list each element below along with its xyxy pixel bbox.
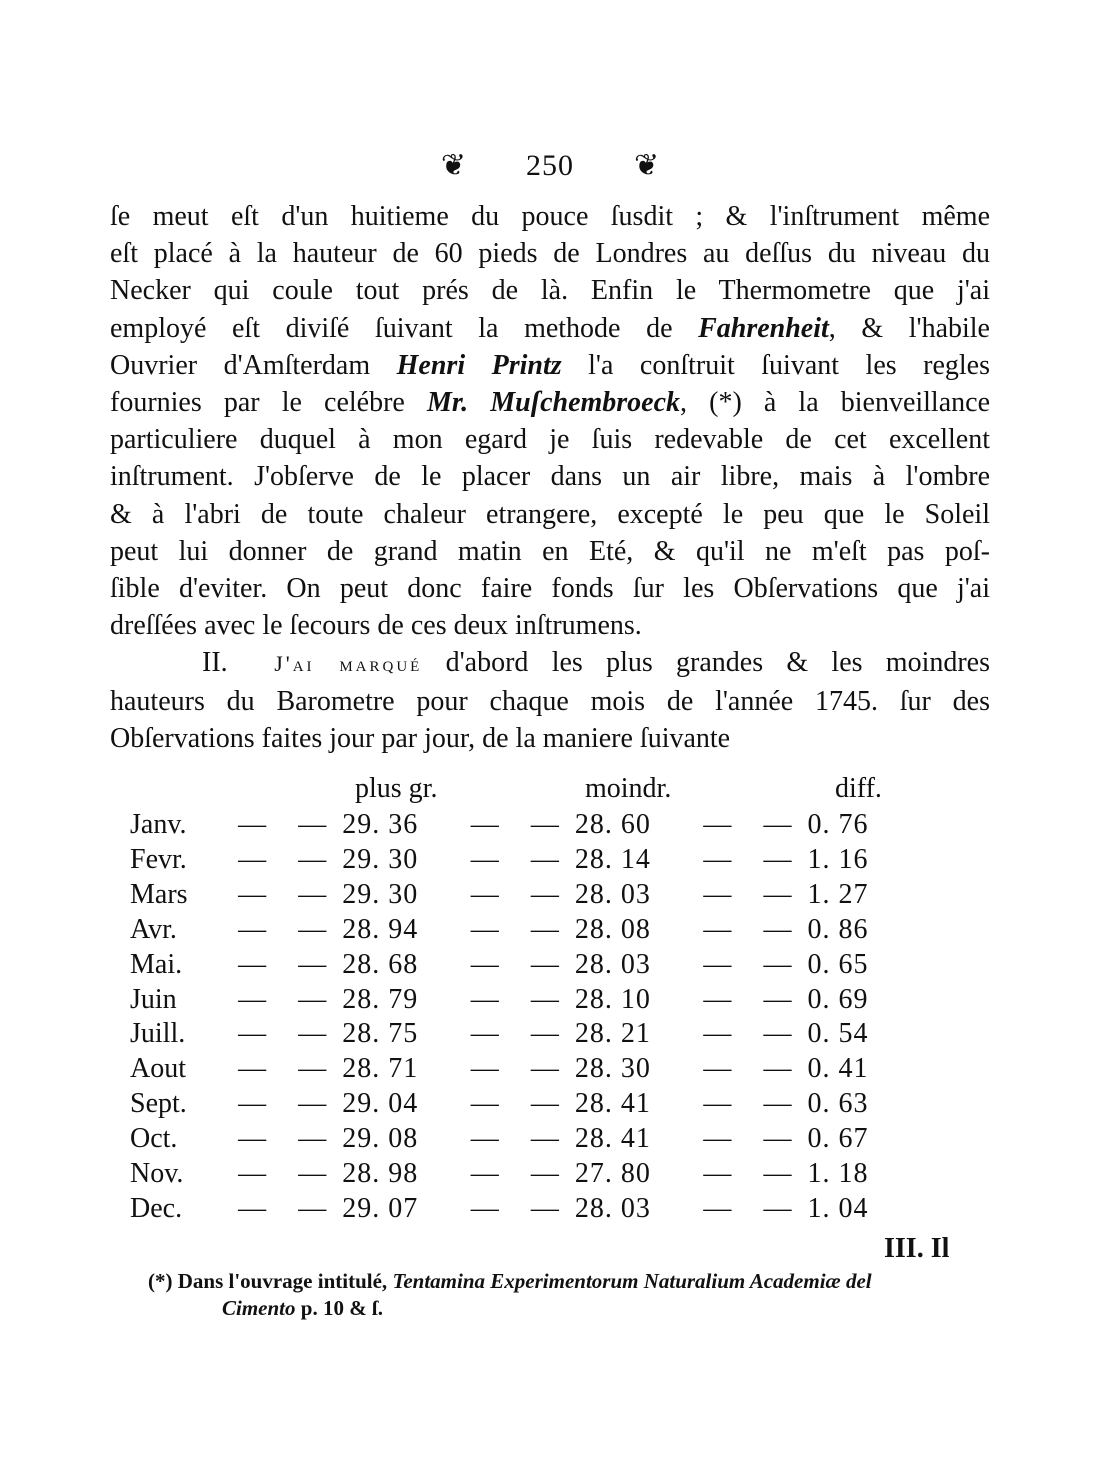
book-title: Tentamina Experimentorum Naturalium Academiæ del bbox=[392, 1269, 872, 1293]
dash: — bbox=[703, 1192, 732, 1224]
dash: — bbox=[703, 913, 732, 945]
footnote-continuation bbox=[148, 1295, 978, 1322]
book-title-end: Cimento bbox=[222, 1296, 296, 1320]
text-line bbox=[110, 347, 990, 384]
dash: — bbox=[298, 1158, 327, 1190]
diff-cell: 0. 76 bbox=[807, 809, 869, 840]
dash: — bbox=[298, 843, 327, 875]
dash: — bbox=[530, 983, 559, 1015]
text-run: Dans l'ouvrage intitulé, bbox=[172, 1269, 393, 1293]
dash: — bbox=[763, 983, 792, 1015]
dash: — bbox=[703, 948, 732, 980]
dash: — bbox=[703, 1088, 732, 1120]
min-cell: 28. 10 bbox=[574, 983, 651, 1015]
dash: — bbox=[238, 1018, 267, 1050]
diff-cell: 0. 63 bbox=[807, 1088, 869, 1120]
table-row bbox=[130, 948, 920, 983]
dash: — bbox=[470, 843, 499, 875]
section-number: II. bbox=[202, 647, 228, 679]
header-min: moindr. bbox=[585, 773, 672, 804]
dash: — bbox=[703, 1158, 732, 1190]
max-cell: 29. 36 bbox=[342, 809, 419, 840]
text-line: Obſervations faites jour par jour, de la maniere ſuivante bbox=[110, 722, 731, 754]
max-cell: 29. 04 bbox=[342, 1088, 419, 1120]
diff-cell: 0. 65 bbox=[807, 948, 869, 980]
min-cell: 28. 03 bbox=[574, 1192, 651, 1224]
min-cell: 28. 30 bbox=[574, 1053, 651, 1085]
min-cell: 28. 08 bbox=[574, 913, 651, 945]
dash: — bbox=[703, 1053, 732, 1085]
month-cell: Juin bbox=[130, 983, 177, 1015]
dash: — bbox=[703, 878, 732, 910]
dash: — bbox=[703, 983, 732, 1015]
max-cell: 28. 98 bbox=[342, 1158, 419, 1190]
dash: — bbox=[470, 983, 499, 1015]
dash: — bbox=[763, 1158, 792, 1190]
smallcaps-lead: J'ai marqué bbox=[274, 651, 423, 677]
paragraph-2 bbox=[110, 644, 990, 757]
text-line: Necker qui coule tout prés de là. Enfin le Thermometre que j'ai bbox=[110, 275, 990, 307]
table-row bbox=[130, 1122, 920, 1157]
dash: — bbox=[530, 809, 559, 840]
dash: — bbox=[470, 1088, 499, 1120]
dash: — bbox=[298, 809, 327, 840]
month-cell: Juill. bbox=[130, 1018, 186, 1050]
table-row bbox=[130, 1157, 920, 1192]
dash: — bbox=[530, 948, 559, 980]
dash: — bbox=[238, 1158, 267, 1190]
max-cell: 29. 30 bbox=[342, 843, 419, 875]
ornament-right-icon: ❦ bbox=[634, 149, 660, 182]
dash: — bbox=[298, 1123, 327, 1155]
dash: — bbox=[763, 948, 792, 980]
max-cell: 28. 79 bbox=[342, 983, 419, 1015]
max-cell: 29. 07 bbox=[342, 1192, 419, 1224]
dash: — bbox=[763, 1018, 792, 1050]
dash: — bbox=[298, 878, 327, 910]
text-line: & à l'abri de toute chaleur etrangere, excepté le peu que le Soleil bbox=[110, 498, 990, 530]
dash: — bbox=[763, 809, 792, 840]
table-row bbox=[130, 843, 920, 878]
dash: — bbox=[298, 1088, 327, 1120]
max-cell: 29. 08 bbox=[342, 1123, 419, 1155]
table-row bbox=[130, 1192, 920, 1227]
name-printz: Henri Printz bbox=[396, 349, 562, 381]
table-header bbox=[130, 772, 920, 808]
dash: — bbox=[470, 878, 499, 910]
diff-cell: 1. 27 bbox=[807, 878, 869, 910]
diff-cell: 0. 54 bbox=[807, 1018, 869, 1050]
min-cell: 28. 41 bbox=[574, 1088, 651, 1120]
month-cell: Mars bbox=[130, 878, 188, 910]
dash: — bbox=[530, 1053, 559, 1085]
dash: — bbox=[763, 1192, 792, 1224]
dash: — bbox=[238, 983, 267, 1015]
dash: — bbox=[763, 913, 792, 945]
dash: — bbox=[238, 948, 267, 980]
paragraph-1 bbox=[110, 198, 990, 644]
diff-cell: 1. 16 bbox=[807, 843, 869, 875]
min-cell: 28. 60 bbox=[574, 809, 651, 840]
dash: — bbox=[238, 878, 267, 910]
table-row bbox=[130, 983, 920, 1018]
dash: — bbox=[530, 1018, 559, 1050]
text-line: hauteurs du Barometre pour chaque mois de l'année 1745. ſur des bbox=[110, 685, 990, 717]
name-muschembroeck: Mr. Muſchembroeck bbox=[426, 387, 681, 419]
text-line: particuliere duquel à mon egard je ſuis redevable de cet excellent bbox=[110, 424, 990, 456]
diff-cell: 0. 67 bbox=[807, 1123, 869, 1155]
diff-cell: 0. 69 bbox=[807, 983, 869, 1015]
dash: — bbox=[703, 1018, 732, 1050]
dash: — bbox=[470, 1192, 499, 1224]
month-cell: Oct. bbox=[130, 1123, 178, 1155]
dash: — bbox=[238, 1192, 267, 1224]
max-cell: 29. 30 bbox=[342, 878, 419, 910]
min-cell: 28. 03 bbox=[574, 948, 651, 980]
dash: — bbox=[470, 1158, 499, 1190]
main-text bbox=[110, 198, 990, 757]
diff-cell: 0. 86 bbox=[807, 913, 869, 945]
dash: — bbox=[530, 878, 559, 910]
table-row bbox=[130, 878, 920, 913]
text-run: , & l'habile bbox=[828, 312, 990, 344]
dash: — bbox=[298, 948, 327, 980]
name-fahrenheit: Fahrenheit bbox=[698, 312, 829, 344]
dash: — bbox=[763, 1088, 792, 1120]
dash: — bbox=[238, 1123, 267, 1155]
month-cell: Fevr. bbox=[130, 843, 187, 875]
month-cell: Janv. bbox=[130, 809, 187, 840]
header-diff: diff. bbox=[835, 773, 882, 804]
dash: — bbox=[530, 1088, 559, 1120]
dash: — bbox=[238, 809, 267, 840]
dash: — bbox=[470, 1123, 499, 1155]
month-cell: Aout bbox=[130, 1053, 186, 1085]
text-line: eſt placé à la hauteur de 60 pieds de Londres au deſſus du niveau du bbox=[110, 238, 990, 270]
month-cell: Avr. bbox=[130, 913, 177, 945]
table-row bbox=[130, 1017, 920, 1052]
dash: — bbox=[470, 913, 499, 945]
dash: — bbox=[298, 1192, 327, 1224]
text-line: peut lui donner de grand matin en Eté, & qu'il ne m'eſt pas poſ- bbox=[110, 535, 990, 567]
text-run: d'abord les plus grandes & les moindres bbox=[445, 647, 991, 679]
page-number: 250 bbox=[526, 149, 574, 182]
month-cell: Mai. bbox=[130, 948, 183, 980]
text-line: inſtrument. J'obſerve de le placer dans un air libre, mais à l'ombre bbox=[110, 461, 990, 493]
dash: — bbox=[238, 1088, 267, 1120]
dash: — bbox=[703, 843, 732, 875]
dash: — bbox=[530, 843, 559, 875]
dash: — bbox=[470, 809, 499, 840]
dash: — bbox=[238, 913, 267, 945]
table-row bbox=[130, 808, 920, 843]
dash: — bbox=[298, 983, 327, 1015]
diff-cell: 0. 41 bbox=[807, 1053, 869, 1085]
dash: — bbox=[530, 1123, 559, 1155]
dash: — bbox=[298, 1053, 327, 1085]
dash: — bbox=[763, 1053, 792, 1085]
dash: — bbox=[298, 1018, 327, 1050]
table-body bbox=[130, 808, 920, 1227]
dash: — bbox=[763, 1123, 792, 1155]
footnote-marker: (*) bbox=[148, 1269, 173, 1293]
text-line: dreſſées avec le ſecours de ces deux inſtrumens. bbox=[110, 610, 642, 642]
page-header bbox=[0, 146, 1100, 186]
min-cell: 27. 80 bbox=[574, 1158, 651, 1190]
diff-cell: 1. 04 bbox=[807, 1192, 869, 1224]
dash: — bbox=[703, 809, 732, 840]
table-row bbox=[130, 913, 920, 948]
dash: — bbox=[298, 913, 327, 945]
max-cell: 28. 71 bbox=[342, 1053, 419, 1085]
dash: — bbox=[703, 1123, 732, 1155]
dash: — bbox=[470, 948, 499, 980]
text-line: ſe meut eſt d'un huitieme du pouce ſusdit ; & l'inſtrument même bbox=[110, 201, 990, 232]
text-line bbox=[110, 310, 990, 347]
text-run: employé eſt diviſé ſuivant la methode de bbox=[110, 312, 699, 344]
dash: — bbox=[530, 1192, 559, 1224]
dash: — bbox=[763, 878, 792, 910]
dash: — bbox=[470, 1018, 499, 1050]
text-line: ſible d'eviter. On peut donc faire fonds ſur les Obſervations que j'ai bbox=[110, 573, 990, 605]
min-cell: 28. 14 bbox=[574, 843, 651, 875]
text-line bbox=[110, 384, 990, 421]
footnote bbox=[148, 1268, 978, 1322]
text-run: p. 10 & ſ. bbox=[295, 1296, 384, 1320]
month-cell: Nov. bbox=[130, 1158, 184, 1190]
dash: — bbox=[470, 1053, 499, 1085]
barometer-table bbox=[130, 772, 920, 1227]
month-cell: Dec. bbox=[130, 1192, 183, 1224]
text-run: fournies par le celébre bbox=[110, 387, 427, 419]
header-max: plus gr. bbox=[355, 773, 438, 804]
max-cell: 28. 94 bbox=[342, 913, 419, 945]
text-run: , (*) à la bienveillance bbox=[680, 387, 990, 419]
max-cell: 28. 68 bbox=[342, 948, 419, 980]
month-cell: Sept. bbox=[130, 1088, 187, 1120]
dash: — bbox=[238, 843, 267, 875]
dash: — bbox=[763, 843, 792, 875]
dash: — bbox=[530, 913, 559, 945]
max-cell: 28. 75 bbox=[342, 1018, 419, 1050]
text-run: Ouvrier d'Amſterdam bbox=[110, 349, 397, 381]
dash: — bbox=[530, 1158, 559, 1190]
text-run: l'a conſtruit ſuivant les regles bbox=[561, 349, 990, 381]
text-line bbox=[110, 644, 990, 682]
catchword: III. Il bbox=[884, 1233, 950, 1264]
ornament-left-icon: ❦ bbox=[440, 149, 466, 182]
min-cell: 28. 21 bbox=[574, 1018, 651, 1050]
min-cell: 28. 03 bbox=[574, 878, 651, 910]
min-cell: 28. 41 bbox=[574, 1123, 651, 1155]
table-row bbox=[130, 1052, 920, 1087]
table-row bbox=[130, 1087, 920, 1122]
diff-cell: 1. 18 bbox=[807, 1158, 869, 1190]
dash: — bbox=[238, 1053, 267, 1085]
